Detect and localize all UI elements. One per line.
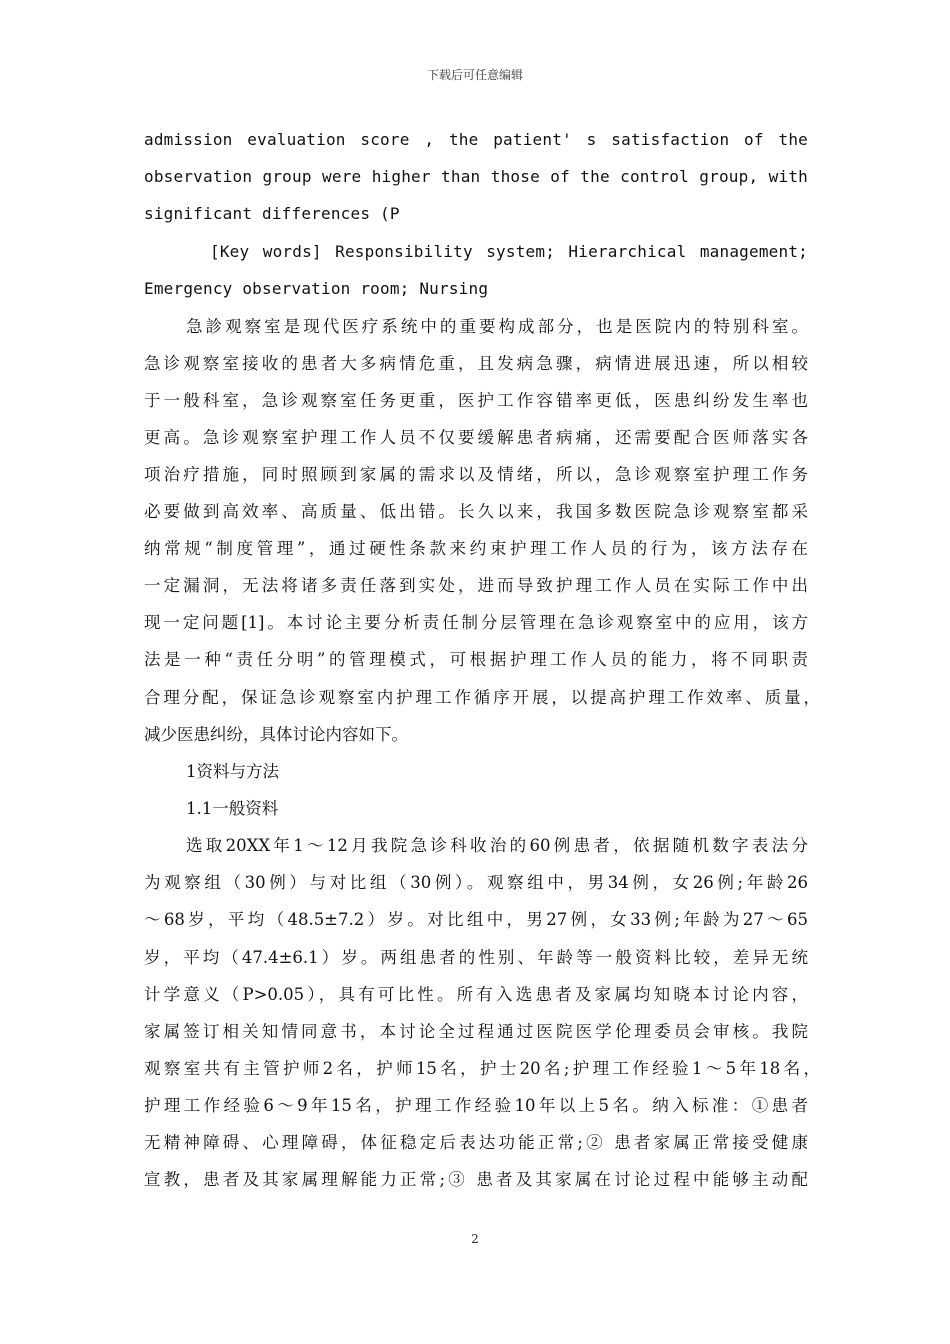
intro-line: 现一定问题[1]。本讨论主要分析责任制分层管理在急诊观察室中的应用，该方 [144, 613, 808, 632]
abstract-line: significant differences (P [144, 204, 400, 223]
intro-line: 一定漏洞，无法将诸多责任落到实处，进而导致护理工作人员在实际工作中出 [144, 576, 808, 595]
intro-line: 减少医患纠纷，具体讨论内容如下。 [144, 725, 408, 744]
section-heading: 1资料与方法 [186, 762, 279, 781]
abstract-line: observation group were higher than those of the control group, with [144, 167, 808, 186]
intro-line: 于一般科室，急诊观察室任务更重，医护工作容错率更低，医患纠纷发生率也 [144, 391, 808, 410]
intro-line: 必要做到高效率、高质量、低出错。长久以来，我国多数医院急诊观察室都采 [144, 502, 808, 521]
general-line: 宣教，患者及其家属理解能力正常;③ 患者及其家属在讨论过程中能够主动配 [144, 1170, 808, 1189]
intro-line: 法是一种“责任分明”的管理模式，可根据护理工作人员的能力，将不同职责 [144, 650, 808, 669]
general-line: 选取20XX年1～12月我院急诊科收治的60例患者，依据随机数字表法分 [186, 836, 808, 855]
page-number: 2 [471, 1232, 479, 1246]
intro-line: 更高。急诊观察室护理工作人员不仅要缓解患者病痛，还需要配合医师落实各 [144, 428, 808, 447]
subsection-heading: 1.1一般资料 [186, 799, 279, 818]
abstract-line: admission evaluation score , the patient' s satisfaction of the [144, 130, 808, 149]
general-line: 计学意义（P>0.05），具有可比性。所有入选患者及家属均知晓本讨论内容， [144, 985, 808, 1004]
keywords-line: [Key words] Responsibility system; Hierarchical management; [210, 242, 808, 261]
intro-line: 纳常规“制度管理”，通过硬性条款来约束护理工作人员的行为，该方法存在 [144, 539, 808, 558]
general-line: 岁，平均（47.4±6.1）岁。两组患者的性别、年龄等一般资料比较，差异无统 [144, 948, 808, 967]
intro-line: 急诊观察室接收的患者大多病情危重，且发病急骤，病情进展迅速，所以相较 [144, 354, 808, 373]
general-line: 为观察组（30例）与对比组（30例）。观察组中，男34例，女26例;年龄26 [144, 873, 808, 892]
general-line: 护理工作经验6～9年15名，护理工作经验10年以上5名。纳入标准：①患者 [144, 1096, 808, 1115]
keywords-line: Emergency observation room; Nursing [144, 279, 489, 298]
intro-line: 合理分配，保证急诊观察室内护理工作循序开展，以提高护理工作效率、质量， [144, 688, 820, 707]
general-line: ～68岁，平均（48.5±7.2）岁。对比组中，男27例，女33例;年龄为27～65 [144, 910, 808, 929]
page-header: 下载后可任意编辑 [426, 68, 523, 82]
general-line: 家属签订相关知情同意书，本讨论全过程通过医院医学伦理委员会审核。我院 [144, 1022, 808, 1041]
general-line: 无精神障碍、心理障碍，体征稳定后表达功能正常;② 患者家属正常接受健康 [144, 1133, 808, 1152]
intro-line: 急診观察室是现代医疗系统中的重要构成部分，也是医院内的特别科室。 [186, 317, 808, 336]
intro-line: 项治疗措施，同时照顾到家属的需求以及情绪，所以，急诊观察室护理工作务 [144, 465, 808, 484]
general-line: 观察室共有主管护师2名，护师15名，护士20名;护理工作经验1～5年18名， [144, 1059, 820, 1078]
